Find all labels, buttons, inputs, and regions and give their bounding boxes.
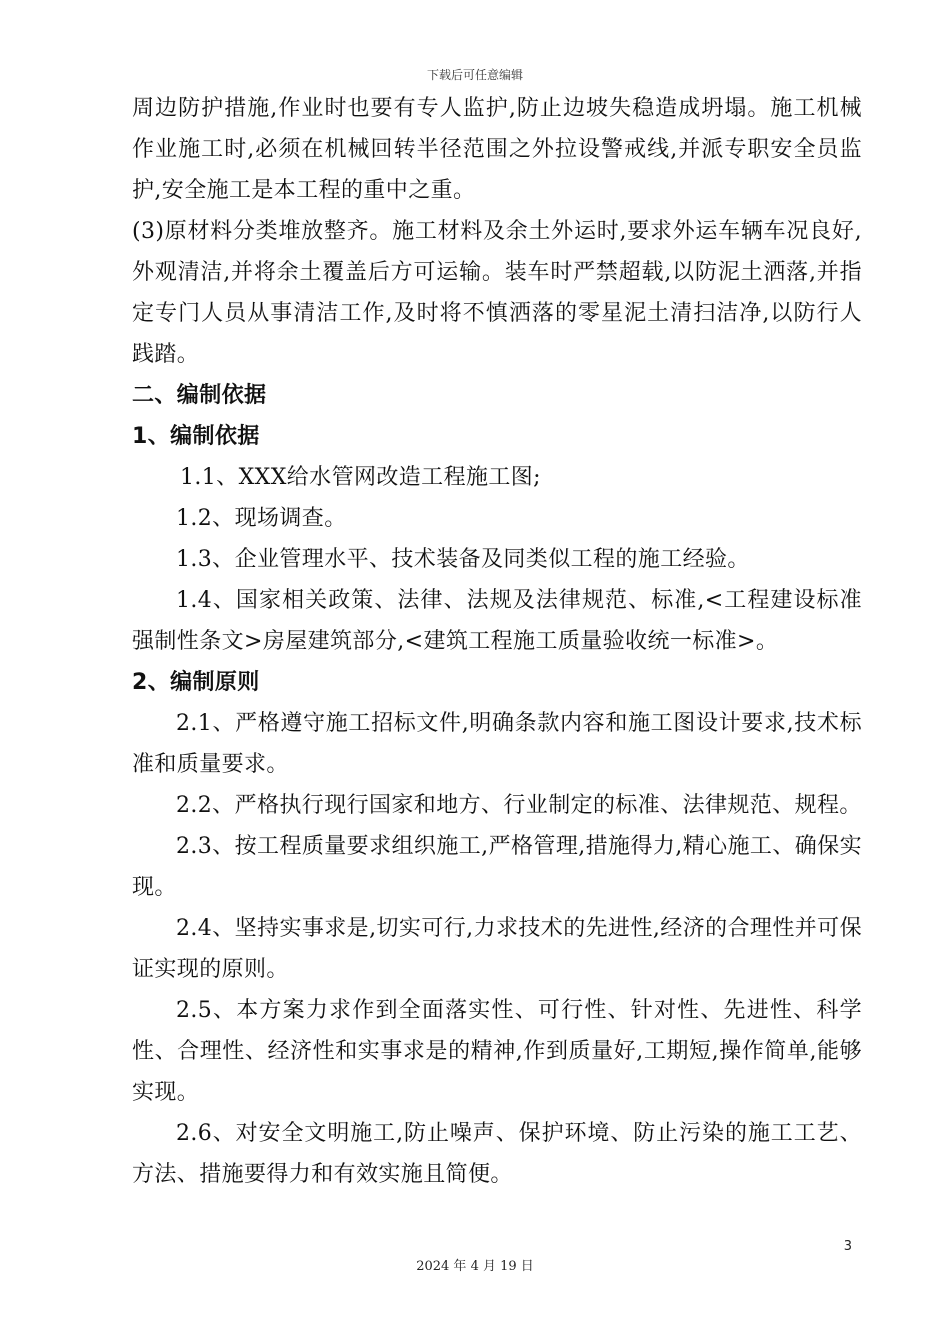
list-item-1-1: 1.1、XXX给水管网改造工程施工图;	[180, 465, 541, 490]
list-item-2-6: 2.6、对安全文明施工,防止噪声、保护环境、防止污染的施工工艺、方法、措施要得力和有效实施且简便。	[132, 1121, 862, 1187]
subsection-heading-principles: 2、编制原则	[132, 670, 260, 695]
list-item-2-2: 2.2、严格执行现行国家和地方、行业制定的标准、法律规范、规程。	[176, 793, 862, 818]
page-number: 3	[843, 1239, 852, 1254]
document-body	[132, 88, 862, 1195]
list-item-2-4: 2.4、坚持实事求是,切实可行,力求技术的先进性,经济的合理性并可保证实现的原则。	[132, 916, 862, 982]
list-item-2-5: 2.5、本方案力求作到全面落实性、可行性、针对性、先进性、科学性、合理性、经济性和实事求是的精神,作到质量好,工期短,操作简单,能够实现。	[132, 998, 862, 1105]
paragraph-material-stacking: (3)原材料分类堆放整齐。施工材料及余土外运时,要求外运车辆车况良好,外观清洁,并将余土覆盖后方可运输。装车时严禁超载,以防泥土洒落,并指定专门人员从事清洁工作,及时将不慎洒落的零星泥土清扫洁净,以防行人践踏。	[132, 219, 862, 367]
paragraph-protection-measures: 周边防护措施,作业时也要有专人监护,防止边坡失稳造成坍塌。施工机械作业施工时,必须在机械回转半径范围之外拉设警戒线,并派专职安全员监护,安全施工是本工程的重中之重。	[132, 96, 862, 203]
list-item-2-3: 2.3、按工程质量要求组织施工,严格管理,措施得力,精心施工、确保实现。	[132, 834, 862, 900]
list-item-1-4: 1.4、国家相关政策、法律、法规及法律规范、标准,<工程建设标准强制性条文>房屋建筑部分,<建筑工程施工质量验收统一标准>。	[132, 588, 862, 654]
subsection-heading-basis: 1、编制依据	[132, 424, 260, 449]
list-item-1-3: 1.3、企业管理水平、技术装备及同类似工程的施工经验。	[176, 547, 750, 572]
list-item-2-1: 2.1、严格遵守施工招标文件,明确条款内容和施工图设计要求,技术标准和质量要求。	[132, 711, 862, 777]
list-item-1-2: 1.2、现场调查。	[176, 506, 347, 531]
page-footer-date: 2024 年 4 月 19 日	[416, 1259, 534, 1274]
section-heading-compilation-basis: 二、编制依据	[132, 383, 267, 408]
page-header: 下载后可任意编辑	[426, 68, 523, 82]
